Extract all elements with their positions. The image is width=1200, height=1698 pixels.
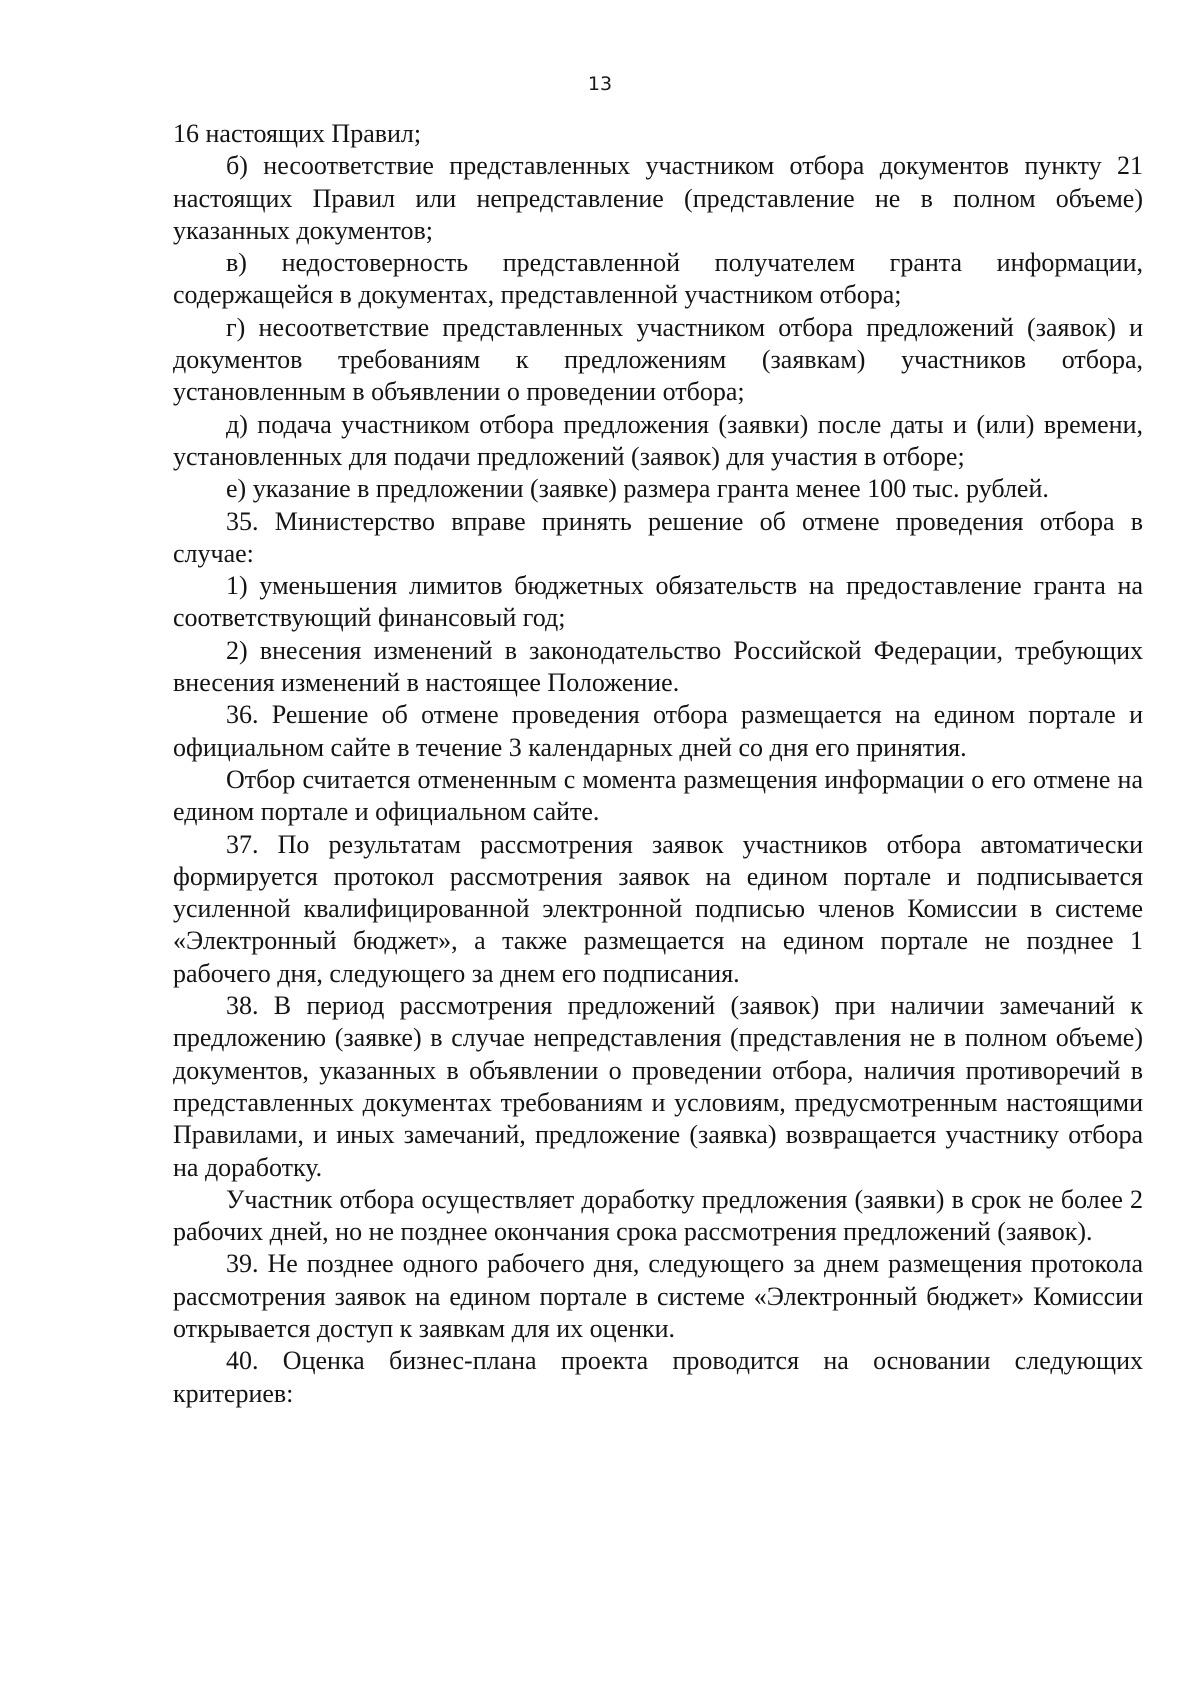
paragraph-item-e: е) указание в предложении (заявке) размера гранта менее 100 тыс. рублей. [226,474,1049,504]
paragraph-continuation: 16 настоящих Правил; [173,119,422,148]
paragraph-item-g: г) несоответствие представленных участником отбора предложений (заявок) и документов требованиям к предложениям (заявкам) участников отбора, установленным в объявлении о проведении отбора; [173,312,1143,407]
document-body [173,118,1143,1410]
paragraph-item-v: в) недостоверность представленной получателем гранта информации, содержащейся в документах, представленной участником отбора; [173,248,1143,310]
paragraph-39: 39. Не позднее одного рабочего дня, следующего за днем размещения протокола рассмотрения заявок на едином портале в системе «Электронный бюджет» Комиссии открывается доступ к заявкам для их оценки. [173,1249,1143,1343]
paragraph-36: 36. Решение об отмене проведения отбора размещается на едином портале и официальном сайте в течение 3 календарных дней со дня его принятия. [173,700,1143,762]
paragraph-35: 35. Министерство вправе принять решение об отмене проведения отбора в случае: [173,506,1143,568]
paragraph-38: 38. В период рассмотрения предложений (заявок) при наличии замечаний к предложению (заявке) в случае непредставления (представления не в полном объеме) документов, указанных в объявлении о проведении отбора, наличия противоречий в представленных документах требованиям и условиям, предусмотренным настоящими Правилами, и иных замечаний, предложение (заявка) возвращается участнику отбора на доработку. [173,991,1143,1182]
paragraph-38-cont: Участник отбора осуществляет доработку предложения (заявки) в срок не более 2 рабочих дней, но не позднее окончания срока рассмотрения предложений (заявок). [173,1184,1143,1247]
paragraph-40: 40. Оценка бизнес-плана проекта проводится на основании следующих критериев: [173,1346,1143,1408]
paragraph-35-item-2: 2) внесения изменений в законодательство Российской Федерации, требующих внесения изменений в настоящее Положение. [173,635,1143,698]
paragraph-item-d: д) подача участником отбора предложения (заявки) после даты и (или) времени, установленных для подачи предложений (заявок) для участия в отборе; [173,409,1143,471]
paragraph-35-item-1: 1) уменьшения лимитов бюджетных обязательств на предоставление гранта на соответствующий финансовый год; [173,571,1143,633]
paragraph-36-cont: Отбор считается отмененным с момента размещения информации о его отмене на едином портале и официальном сайте. [173,764,1143,827]
paragraph-item-b: б) несоответствие представленных участником отбора документов пункту 21 настоящих Правил или непредставление (представление не в полном объеме) указанных документов; [173,151,1143,245]
paragraph-37: 37. По результатам рассмотрения заявок участников отбора автоматически формируется протокол рассмотрения заявок на едином портале и подписывается усиленной квалифицированной электронной подписью членов Комиссии в системе «Электронный бюджет», а также размещается на едином портале не позднее 1 рабочего дня, следующего за днем его подписания. [173,829,1143,988]
page-number: 13 [587,73,613,95]
